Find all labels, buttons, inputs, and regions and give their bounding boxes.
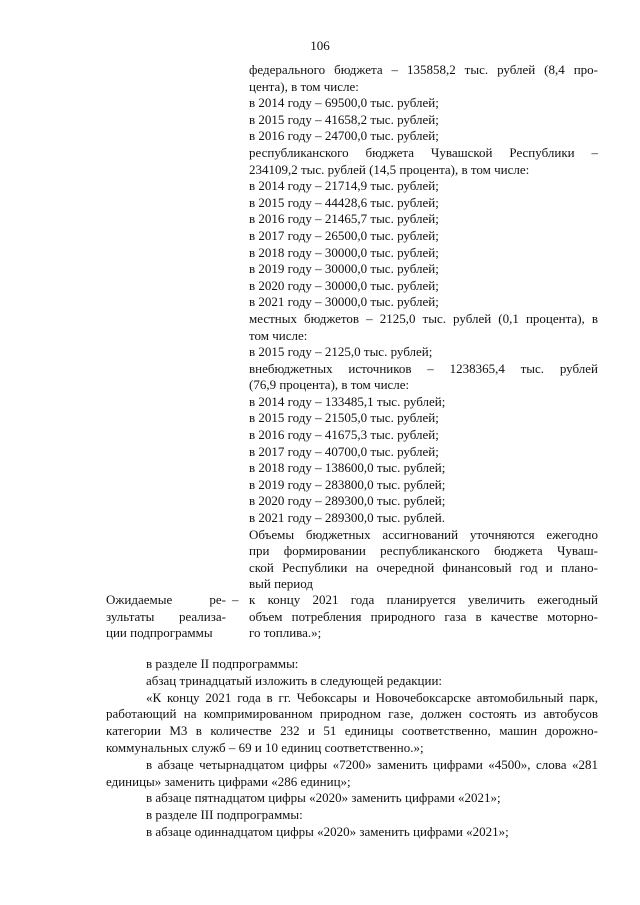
offbudget-year-line: в 2019 году – 283800,0 тыс. рублей;: [249, 476, 446, 492]
federal-year-line: в 2016 году – 24700,0 тыс. рублей;: [249, 128, 439, 144]
body-paragraph: в разделе II подпрограммы:: [146, 656, 299, 671]
body-paragraph: абзац тринадцатый изложить в следующей редакции:: [146, 672, 443, 688]
offbudget-year-line: в 2014 году – 133485,1 тыс. рублей;: [249, 393, 446, 409]
federal-heading-cont: цента), в том числе:: [249, 78, 359, 94]
republic-year-line: в 2016 году – 21465,7 тыс. рублей;: [249, 211, 439, 227]
body-paragraph: в разделе III подпрограммы:: [146, 807, 303, 823]
republic-year-line: в 2020 году – 30000,0 тыс. рублей;: [249, 277, 439, 293]
offbudget-year-line: в 2018 году – 138600,0 тыс. рублей;: [249, 460, 446, 476]
federal-year-line: в 2015 году – 41658,2 тыс. рублей;: [249, 111, 439, 127]
results-text-line: го топлива.»;: [249, 625, 322, 641]
note-line: Объемы бюджетных ассигнований уточняются ежегодно: [249, 526, 598, 542]
body-paragraph: «К концу 2021 года в гг. Чебоксары и Новочебоксарске автомобильный парк, работающий на компримированном природном газе, должен состоять из автобусов категории М3 в количестве 232 и 51 единицы соответственно, машин дорожно-коммунальных служб – 69 и 10 единиц соответственно.»;: [106, 689, 598, 755]
local-year-line: в 2015 году – 2125,0 тыс. рублей;: [249, 344, 433, 360]
republic-year-line: в 2019 году – 30000,0 тыс. рублей;: [249, 261, 439, 277]
results-text: [249, 592, 598, 642]
republic-year-line: в 2014 году – 21714,9 тыс. рублей;: [249, 178, 439, 194]
republic-heading: республиканского бюджета Чувашской Республики –: [249, 144, 598, 160]
note-line: при формировании республиканского бюджета Чуваш-: [249, 543, 598, 559]
body-paragraph: в абзаце четырнадцатом цифры «7200» заменить цифрами «4500», слова «281 единицы» заменить цифрами «286 единиц»;: [106, 756, 598, 789]
republic-year-line: в 2017 году – 26500,0 тыс. рублей;: [249, 227, 439, 243]
offbudget-year-line: в 2016 году – 41675,3 тыс. рублей;: [249, 427, 439, 443]
republic-heading-cont: 234109,2 тыс. рублей (14,5 процента), в том числе:: [249, 161, 530, 177]
local-heading-cont: том числе:: [249, 327, 308, 343]
funding-block: [249, 62, 598, 593]
body-paragraph: в абзаце одиннадцатом цифры «2020» заменить цифрами «2021»;: [146, 823, 509, 839]
note-line: вый период: [249, 576, 314, 592]
results-dash: –: [232, 592, 239, 607]
offbudget-heading: внебюджетных источников – 1238365,4 тыс. рублей: [249, 360, 598, 376]
results-text-line: к концу 2021 года планируется увеличить ежегодный: [249, 592, 598, 607]
federal-year-line: в 2014 году – 69500,0 тыс. рублей;: [249, 95, 439, 111]
results-label: [106, 592, 226, 642]
republic-year-line: в 2018 году – 30000,0 тыс. рублей;: [249, 244, 439, 260]
amendment-text: [106, 656, 598, 841]
note-line: ской Республики на очередной финансовый год и плано-: [249, 559, 598, 575]
results-label-line: Ожидаемые ре-: [106, 592, 226, 607]
republic-year-line: в 2021 году – 30000,0 тыс. рублей;: [249, 294, 439, 310]
offbudget-year-line: в 2017 году – 40700,0 тыс. рублей;: [249, 443, 439, 459]
offbudget-heading-cont: (76,9 процента), в том числе:: [249, 377, 410, 393]
offbudget-year-line: в 2021 году – 289300,0 тыс. рублей.: [249, 510, 445, 526]
offbudget-year-line: в 2020 году – 289300,0 тыс. рублей;: [249, 493, 446, 509]
federal-heading: федерального бюджета – 135858,2 тыс. рублей (8,4 про-: [249, 62, 598, 77]
results-label-line: зультаты реализа-: [106, 608, 226, 624]
results-label-line: ции подпрограммы: [106, 625, 213, 641]
local-heading: местных бюджетов – 2125,0 тыс. рублей (0,1 процента), в: [249, 310, 598, 326]
results-text-line: объем потребления природного газа в качестве моторно-: [249, 608, 598, 624]
republic-year-line: в 2015 году – 44428,6 тыс. рублей;: [249, 194, 439, 210]
page-number: 106: [310, 38, 330, 53]
offbudget-year-line: в 2015 году – 21505,0 тыс. рублей;: [249, 410, 439, 426]
body-paragraph: в абзаце пятнадцатом цифры «2020» заменить цифрами «2021»;: [146, 790, 501, 806]
